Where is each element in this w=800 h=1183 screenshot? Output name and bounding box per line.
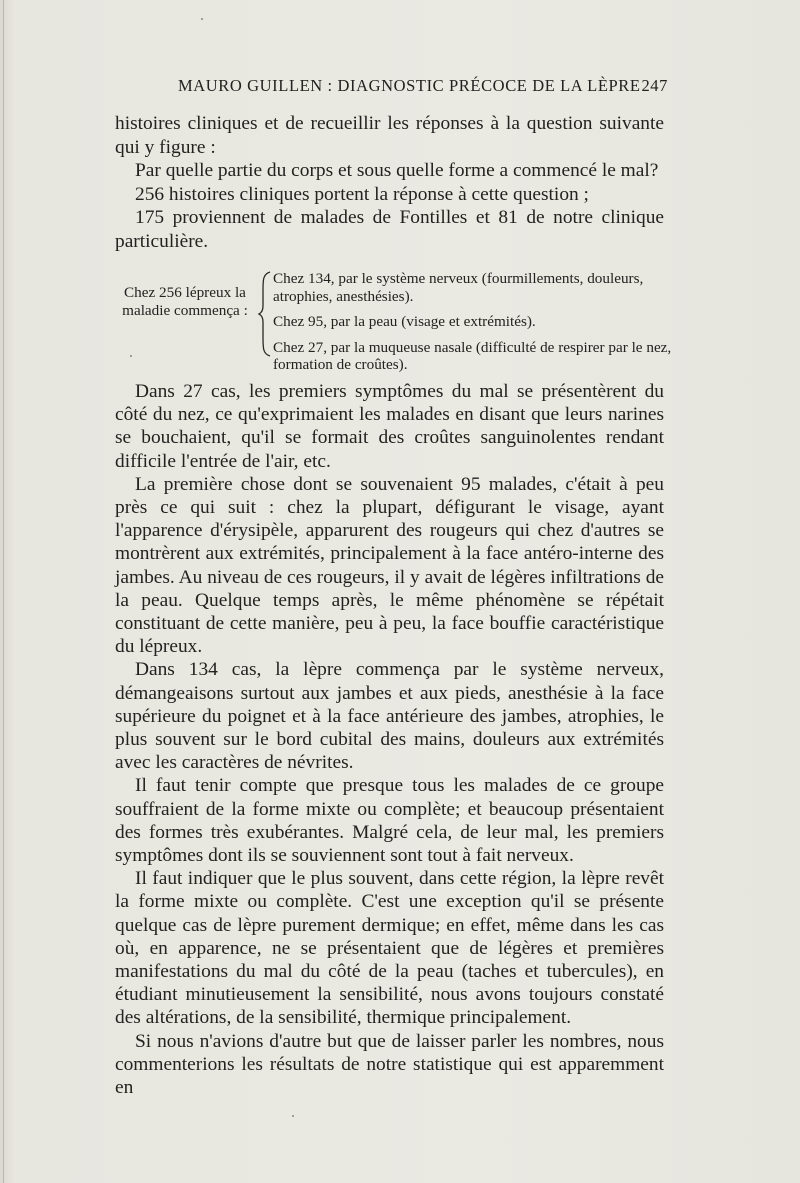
- paragraph: Dans 134 cas, la lèpre commença par le système nerveux, démangeaisons surtout aux jambes et aux pieds, anesthésie à la face supérieure du poignet et à la face antérieure des jambes, atrophies, le plus souvent sur le bord cubital des mains, douleurs aux extrémités avec les caractères de névrites.: [115, 659, 664, 774]
- curly-brace: [258, 270, 274, 358]
- paper-speck: [292, 1115, 294, 1117]
- paragraph: 175 proviennent de malades de Fontilles et 81 de notre clinique particulière.: [115, 207, 664, 252]
- page-number: 247: [641, 76, 668, 95]
- paragraph: Par quelle partie du corps et sous quelle forme a commencé le mal?: [135, 160, 659, 182]
- paragraph: La première chose dont se souvenaient 95 malades, c'était à peu près ce qui suit : chez la plupart, défigurant le visage, ayant l'apparence d'érysipèle, apparurent des rougeurs qui chez d'autres se montrèrent aux extrémités, principalement à la face antéro-interne des jambes. Au niveau de ces rougeurs, il y avait de légères infiltrations de la peau. Quelque temps après, le même phénomène se répétait constituant de cette manière, peu à peu, la face bouffie caractéristique du lépreux.: [115, 473, 664, 658]
- paragraph: Il faut tenir compte que presque tous les malades de ce groupe souffraient de la forme mixte ou complète; et beaucoup présentaient des formes très exubérantes. Malgré cela, de leur mal, les premiers symptômes dont ils se souviennent sont tout à fait nerveux.: [115, 775, 664, 867]
- paragraph: histoires cliniques et de recueillir les réponses à la question suivante qui y figure :: [115, 113, 664, 158]
- paragraph: 256 histoires cliniques portent la réponse à cette question ;: [135, 183, 589, 205]
- brace-item: Chez 134, par le système nerveux (fourmillements, douleurs, atrophies, anesthésies).: [273, 270, 644, 305]
- brace-label: Chez 256 lépreux la maladie commença :: [122, 284, 248, 319]
- running-title: MAURO GUILLEN : DIAGNOSTIC PRÉCOCE DE LA LÈPRE: [178, 76, 641, 95]
- brace-item: Chez 95, par la peau (visage et extrémités).: [273, 313, 536, 330]
- brace-item: Chez 27, par la muqueuse nasale (difficulté de respirer par le nez, formation de croûtes).: [273, 338, 672, 373]
- paragraph: Dans 27 cas, les premiers symptômes du mal se présentèrent du côté du nez, ce qu'exprimaient les malades en disant que leurs narines se bouchaient, qu'il se formait des croûtes sanguinolentes rendant difficile l'entrée de l'air, etc.: [115, 381, 664, 472]
- page-edge-line: [3, 0, 4, 1183]
- intro-text: [115, 112, 664, 254]
- main-text: [115, 380, 664, 1099]
- brace-summary: [115, 270, 675, 373]
- brace-items: [273, 270, 673, 382]
- paragraph: Il faut indiquer que le plus souvent, dans cette région, la lèpre revêt la forme mixte ou complète. C'est une exception qu'il se présente quelque cas de lèpre purement dermique; en effet, même dans les cas où, en apparence, ne se présentaient que de légères et premières manifestations du mal du côté de la peau (taches et tubercules), en étudiant minutieusement la sensibilité, nous avons toujours constaté des altérations, de la sensibilité, thermique principalement.: [115, 868, 664, 1029]
- paragraph: Si nous n'avions d'autre but que de laisser parler les nombres, nous commenterions les résultats de notre statistique qui est apparemment en: [115, 1030, 664, 1099]
- paper-speck: [201, 18, 203, 20]
